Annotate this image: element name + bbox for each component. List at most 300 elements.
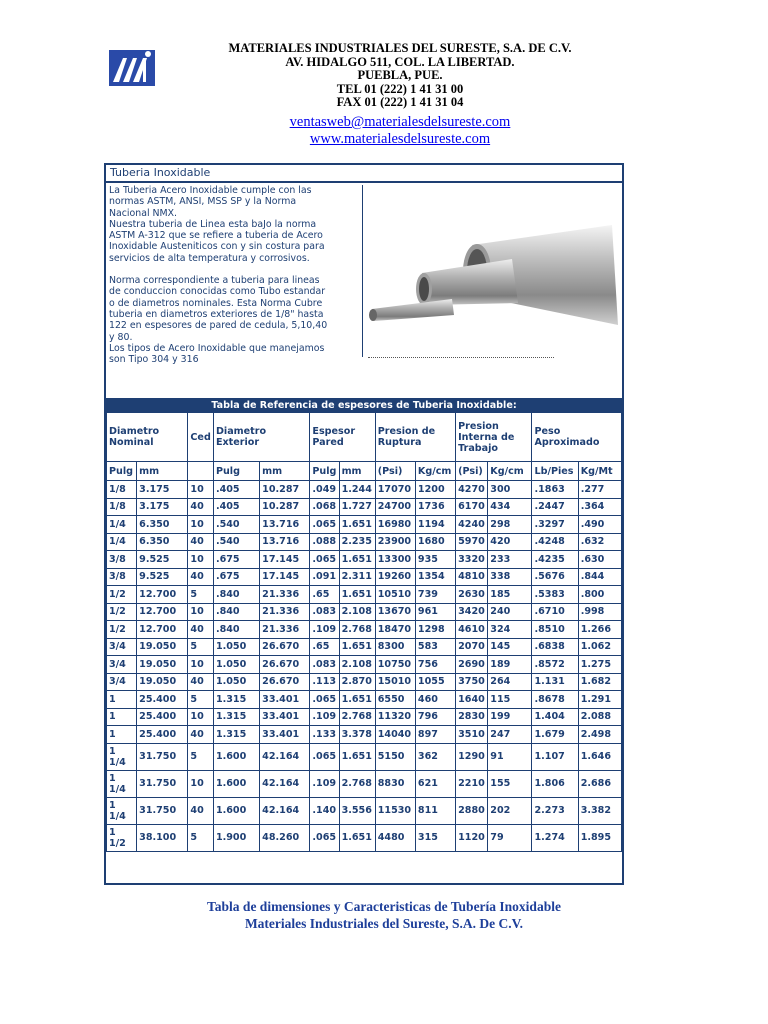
header-exterior: Diametro Exterior: [213, 413, 309, 462]
table-cell: 315: [415, 824, 455, 851]
table-cell: .109: [310, 621, 339, 639]
table-cell: 40: [188, 673, 214, 691]
table-cell: 8300: [375, 638, 415, 656]
table-cell: 12.700: [137, 586, 188, 604]
table-cell: .3297: [532, 516, 578, 534]
table-cell: 1.600: [213, 797, 259, 824]
pipe-photo: [362, 185, 618, 355]
table-cell: 26.670: [260, 673, 310, 691]
table-cell: 25.400: [137, 726, 188, 744]
header-ruptura: Presion de Ruptura: [375, 413, 455, 462]
table-cell: .630: [578, 551, 621, 569]
website-link[interactable]: www.materialesdelsureste.com: [309, 130, 491, 147]
company-header: [150, 42, 650, 110]
table-cell: 5: [188, 824, 214, 851]
table-cell: 1/4: [107, 533, 137, 551]
table-cell: 1.275: [578, 656, 621, 674]
table-cell: 420: [488, 533, 532, 551]
table-cell: 1.062: [578, 638, 621, 656]
header-nominal: Diametro Nominal: [107, 413, 188, 462]
table-cell: 19.050: [137, 638, 188, 656]
table-cell: 202: [488, 797, 532, 824]
table-cell: 25.400: [137, 691, 188, 709]
table-row: [107, 708, 622, 726]
table-cell: 5: [188, 586, 214, 604]
table-cell: .5383: [532, 586, 578, 604]
desc-line: Nuestra tuberia de Linea esta baJo la norma: [109, 218, 317, 230]
table-cell: 40: [188, 498, 214, 516]
table-cell: 42.164: [260, 770, 310, 797]
table-cell: 1 1/4: [107, 770, 137, 797]
table-cell: 145: [488, 638, 532, 656]
table-cell: 31.750: [137, 770, 188, 797]
table-cell: 1.727: [339, 498, 375, 516]
table-cell: 1194: [415, 516, 455, 534]
table-cell: 1.682: [578, 673, 621, 691]
table-cell: .6710: [532, 603, 578, 621]
table-cell: 1298: [415, 621, 455, 639]
table-cell: 21.336: [260, 621, 310, 639]
contact-links: [150, 114, 650, 147]
table-cell: 10: [188, 770, 214, 797]
table-cell: 3.556: [339, 797, 375, 824]
table-cell: 1.651: [339, 743, 375, 770]
table-cell: 1.895: [578, 824, 621, 851]
table-cell: 298: [488, 516, 532, 534]
table-cell: 3.378: [339, 726, 375, 744]
table-cell: 1.050: [213, 638, 259, 656]
table-cell: .8572: [532, 656, 578, 674]
unit-cell: Pulg: [310, 462, 339, 481]
table-cell: .840: [213, 586, 259, 604]
table-cell: 6170: [456, 498, 488, 516]
table-cell: 17.145: [260, 551, 310, 569]
table-cell: 1.679: [532, 726, 578, 744]
table-cell: 2.686: [578, 770, 621, 797]
table-cell: 4240: [456, 516, 488, 534]
table-cell: 40: [188, 533, 214, 551]
table-cell: 26.670: [260, 638, 310, 656]
table-cell: 14040: [375, 726, 415, 744]
table-row: [107, 586, 622, 604]
table-cell: 1.646: [578, 743, 621, 770]
table-cell: 4610: [456, 621, 488, 639]
table-cell: .840: [213, 621, 259, 639]
table-cell: 6.350: [137, 533, 188, 551]
table-cell: 2210: [456, 770, 488, 797]
table-cell: 1354: [415, 568, 455, 586]
unit-cell: mm: [339, 462, 375, 481]
table-cell: 91: [488, 743, 532, 770]
table-cell: .140: [310, 797, 339, 824]
table-cell: .844: [578, 568, 621, 586]
table-cell: 33.401: [260, 708, 310, 726]
table-cell: 1200: [415, 481, 455, 499]
thickness-table: [106, 398, 622, 852]
table-cell: 3/8: [107, 568, 137, 586]
table-cell: 40: [188, 621, 214, 639]
table-cell: 33.401: [260, 726, 310, 744]
table-cell: .065: [310, 516, 339, 534]
table-cell: 13670: [375, 603, 415, 621]
desc-line: Inoxidable Austeniticos con y sin costura para: [109, 241, 325, 253]
table-row: [107, 691, 622, 709]
unit-cell: Kg/cm: [415, 462, 455, 481]
table-cell: 1: [107, 708, 137, 726]
table-cell: 1: [107, 691, 137, 709]
table-cell: 5: [188, 691, 214, 709]
table-cell: 40: [188, 797, 214, 824]
table-cell: .065: [310, 824, 339, 851]
table-cell: .065: [310, 743, 339, 770]
table-cell: 10: [188, 603, 214, 621]
unit-cell: (Psi): [456, 462, 488, 481]
table-cell: 15010: [375, 673, 415, 691]
desc-line: La Tuberia Acero Inoxidable cumple con las: [109, 185, 312, 196]
table-cell: .5676: [532, 568, 578, 586]
table-cell: 5970: [456, 533, 488, 551]
table-cell: 42.164: [260, 743, 310, 770]
table-cell: 2.235: [339, 533, 375, 551]
table-cell: .6838: [532, 638, 578, 656]
table-cell: 1: [107, 726, 137, 744]
table-cell: 12.700: [137, 621, 188, 639]
table-body: [107, 481, 622, 852]
table-cell: 13.716: [260, 533, 310, 551]
unit-cell: Kg/Mt: [578, 462, 621, 481]
table-cell: 739: [415, 586, 455, 604]
table-cell: 1290: [456, 743, 488, 770]
table-cell: .405: [213, 498, 259, 516]
table-cell: 2.108: [339, 656, 375, 674]
table-cell: 5: [188, 743, 214, 770]
table-cell: 3/8: [107, 551, 137, 569]
table-cell: .840: [213, 603, 259, 621]
table-cell: 6.350: [137, 516, 188, 534]
table-row: [107, 797, 622, 824]
desc-line: y 80.: [109, 331, 133, 343]
table-cell: .998: [578, 603, 621, 621]
table-cell: 2.768: [339, 708, 375, 726]
table-cell: 362: [415, 743, 455, 770]
table-cell: 13.716: [260, 516, 310, 534]
desc-line: normas ASTM, ANSI, MSS SP y la Norma: [109, 196, 297, 208]
table-cell: 5: [188, 638, 214, 656]
table-cell: 2690: [456, 656, 488, 674]
table-cell: 3420: [456, 603, 488, 621]
desc-line: o de diametros nominales. Esta Norma Cubre: [109, 297, 323, 309]
table-cell: 2.273: [532, 797, 578, 824]
table-cell: .65: [310, 638, 339, 656]
table-row: [107, 533, 622, 551]
table-cell: 1.291: [578, 691, 621, 709]
table-cell: 3/4: [107, 638, 137, 656]
table-cell: 3/4: [107, 673, 137, 691]
table-cell: 6550: [375, 691, 415, 709]
table-cell: 1 1/2: [107, 824, 137, 851]
desc-line: Nacional NMX.: [109, 207, 178, 219]
table-cell: 1.274: [532, 824, 578, 851]
table-row: [107, 621, 622, 639]
company-address: AV. HIDALGO 511, COL. LA LIBERTAD.: [285, 54, 515, 69]
product-frame: [104, 163, 624, 885]
table-cell: 1/2: [107, 586, 137, 604]
table-cell: 2830: [456, 708, 488, 726]
table-cell: 25.400: [137, 708, 188, 726]
table-row: [107, 551, 622, 569]
table-cell: 3.175: [137, 498, 188, 516]
table-cell: 1.600: [213, 770, 259, 797]
table-cell: 199: [488, 708, 532, 726]
table-cell: 23900: [375, 533, 415, 551]
company-city: PUEBLA, PUE.: [357, 68, 443, 82]
table-cell: .800: [578, 586, 621, 604]
table-cell: 40: [188, 568, 214, 586]
table-cell: .068: [310, 498, 339, 516]
table-cell: 11530: [375, 797, 415, 824]
table-cell: 38.100: [137, 824, 188, 851]
table-cell: 4480: [375, 824, 415, 851]
table-cell: 19.050: [137, 656, 188, 674]
table-cell: 621: [415, 770, 455, 797]
table-cell: 1.107: [532, 743, 578, 770]
table-cell: 24700: [375, 498, 415, 516]
table-cell: 185: [488, 586, 532, 604]
table-row: [107, 656, 622, 674]
table-cell: .8510: [532, 621, 578, 639]
table-cell: 10.287: [260, 498, 310, 516]
table-cell: .8678: [532, 691, 578, 709]
table-cell: 4270: [456, 481, 488, 499]
table-cell: 1.600: [213, 743, 259, 770]
table-cell: 17.145: [260, 568, 310, 586]
table-cell: .277: [578, 481, 621, 499]
table-cell: 3750: [456, 673, 488, 691]
table-cell: .2447: [532, 498, 578, 516]
unit-cell: (Psi): [375, 462, 415, 481]
table-cell: 300: [488, 481, 532, 499]
table-cell: .4235: [532, 551, 578, 569]
table-cell: 1680: [415, 533, 455, 551]
table-cell: .632: [578, 533, 621, 551]
table-cell: 1.404: [532, 708, 578, 726]
company-fax: FAX 01 (222) 1 41 31 04: [336, 95, 464, 109]
section-title: Tuberia Inoxidable: [106, 165, 622, 183]
desc-line: ASTM A-312 que se refiere a tuberia de Acero: [109, 230, 323, 242]
desc-line: de conduccion conocidas como Tubo estandar: [109, 286, 326, 298]
header-espesor: Espesor Pared: [310, 413, 375, 462]
table-cell: 1.315: [213, 708, 259, 726]
table-cell: 1.050: [213, 673, 259, 691]
table-cell: 1/8: [107, 481, 137, 499]
table-cell: 3.175: [137, 481, 188, 499]
table-cell: 935: [415, 551, 455, 569]
table-row: [107, 516, 622, 534]
table-cell: .405: [213, 481, 259, 499]
table-cell: 2070: [456, 638, 488, 656]
unit-cell: Pulg: [107, 462, 137, 481]
table-cell: 2.870: [339, 673, 375, 691]
table-cell: 10510: [375, 586, 415, 604]
table-cell: 324: [488, 621, 532, 639]
table-cell: 897: [415, 726, 455, 744]
table-cell: .675: [213, 551, 259, 569]
table-cell: 1.244: [339, 481, 375, 499]
desc-line: tuberia en diametros exteriores de 1/8" hasta: [109, 308, 324, 320]
table-caption: Tabla de Referencia de espesores de Tuberia Inoxidable:: [107, 399, 622, 413]
table-cell: 1120: [456, 824, 488, 851]
table-cell: 10.287: [260, 481, 310, 499]
table-cell: 10: [188, 551, 214, 569]
table-cell: .364: [578, 498, 621, 516]
table-cell: 240: [488, 603, 532, 621]
header-interna: Presion Interna de Trabajo: [456, 413, 532, 462]
table-cell: 1 1/4: [107, 743, 137, 770]
table-cell: 17070: [375, 481, 415, 499]
table-cell: 19.050: [137, 673, 188, 691]
table-cell: 3.382: [578, 797, 621, 824]
table-cell: 796: [415, 708, 455, 726]
table-cell: 1.315: [213, 726, 259, 744]
table-cell: 1.266: [578, 621, 621, 639]
footer-company: Materiales Industriales del Sureste, S.A. De C.V.: [244, 916, 524, 931]
table-cell: 247: [488, 726, 532, 744]
header-peso: Peso Aproximado: [532, 413, 622, 462]
document-footer: [134, 898, 634, 932]
table-cell: 10: [188, 516, 214, 534]
table-row: [107, 726, 622, 744]
table-cell: 16980: [375, 516, 415, 534]
table-cell: 1.806: [532, 770, 578, 797]
table-cell: 1.651: [339, 824, 375, 851]
company-tel: TEL 01 (222) 1 41 31 00: [336, 81, 464, 96]
email-link[interactable]: ventasweb@materialesdelsureste.com: [289, 114, 511, 130]
table-cell: 18470: [375, 621, 415, 639]
table-cell: 31.750: [137, 797, 188, 824]
table-cell: 2.498: [578, 726, 621, 744]
table-cell: .540: [213, 516, 259, 534]
table-cell: 1.900: [213, 824, 259, 851]
table-cell: 1 1/4: [107, 797, 137, 824]
table-row: [107, 673, 622, 691]
desc-line: 122 en espesores de pared de cedula, 5,10,40: [109, 320, 328, 332]
table-cell: 9.525: [137, 551, 188, 569]
table-cell: .088: [310, 533, 339, 551]
table-cell: 1.651: [339, 691, 375, 709]
table-cell: 31.750: [137, 743, 188, 770]
table-cell: .065: [310, 551, 339, 569]
table-cell: .113: [310, 673, 339, 691]
table-cell: 1640: [456, 691, 488, 709]
table-cell: 2880: [456, 797, 488, 824]
table-cell: .133: [310, 726, 339, 744]
table-cell: 10750: [375, 656, 415, 674]
table-cell: 10: [188, 481, 214, 499]
desc-line: servicios de alta temperatura y corrosivos.: [109, 252, 310, 264]
table-cell: .049: [310, 481, 339, 499]
table-cell: 19260: [375, 568, 415, 586]
footer-title: Tabla de dimensiones y Caracteristicas de Tubería Inoxidable: [207, 899, 561, 914]
table-cell: 12.700: [137, 603, 188, 621]
table-cell: 2.768: [339, 770, 375, 797]
table-cell: 3/4: [107, 656, 137, 674]
table-row: [107, 770, 622, 797]
table-row: [107, 481, 622, 499]
table-cell: 2.108: [339, 603, 375, 621]
table-cell: .1863: [532, 481, 578, 499]
table-row: [107, 743, 622, 770]
desc-line: son Tipo 304 y 316: [109, 354, 199, 366]
table-cell: 434: [488, 498, 532, 516]
product-description: [109, 185, 361, 398]
table-cell: 33.401: [260, 691, 310, 709]
table-cell: 13300: [375, 551, 415, 569]
table-cell: 40: [188, 726, 214, 744]
table-cell: 155: [488, 770, 532, 797]
table-cell: 1/2: [107, 603, 137, 621]
table-row: [107, 568, 622, 586]
table-cell: 1.651: [339, 638, 375, 656]
table-cell: 811: [415, 797, 455, 824]
table-cell: .490: [578, 516, 621, 534]
table-cell: 1.050: [213, 656, 259, 674]
table-cell: .083: [310, 656, 339, 674]
table-cell: .65: [310, 586, 339, 604]
table-cell: 115: [488, 691, 532, 709]
table-cell: 1055: [415, 673, 455, 691]
table-cell: 3510: [456, 726, 488, 744]
table-cell: .540: [213, 533, 259, 551]
table-cell: 9.525: [137, 568, 188, 586]
table-cell: 2630: [456, 586, 488, 604]
unit-cell: Pulg: [213, 462, 259, 481]
table-row: [107, 498, 622, 516]
table-cell: .109: [310, 708, 339, 726]
unit-cell: Kg/cm: [488, 462, 532, 481]
table-cell: 5150: [375, 743, 415, 770]
table-cell: 264: [488, 673, 532, 691]
unit-cell: Lb/Pies: [532, 462, 578, 481]
table-cell: 79: [488, 824, 532, 851]
table-row: [107, 824, 622, 851]
table-cell: 48.260: [260, 824, 310, 851]
unit-cell: mm: [137, 462, 188, 481]
table-cell: 2.768: [339, 621, 375, 639]
table-cell: 8830: [375, 770, 415, 797]
table-cell: 1.651: [339, 586, 375, 604]
table-cell: 189: [488, 656, 532, 674]
table-cell: 11320: [375, 708, 415, 726]
table-row: [107, 638, 622, 656]
table-cell: 460: [415, 691, 455, 709]
table-cell: .4248: [532, 533, 578, 551]
unit-cell: mm: [260, 462, 310, 481]
table-cell: 1736: [415, 498, 455, 516]
company-name: MATERIALES INDUSTRIALES DEL SURESTE, S.A. DE C.V.: [228, 41, 572, 55]
table-cell: 2.311: [339, 568, 375, 586]
desc-line: Los tipos de Acero Inoxidable que manejamos: [109, 342, 325, 354]
header-ced: Ced: [188, 413, 214, 462]
table-cell: 10: [188, 656, 214, 674]
table-cell: 42.164: [260, 797, 310, 824]
table-cell: 4810: [456, 568, 488, 586]
table-cell: 1/8: [107, 498, 137, 516]
table-row: [107, 603, 622, 621]
table-cell: 26.670: [260, 656, 310, 674]
table-cell: 338: [488, 568, 532, 586]
table-cell: .065: [310, 691, 339, 709]
table-cell: 2.088: [578, 708, 621, 726]
